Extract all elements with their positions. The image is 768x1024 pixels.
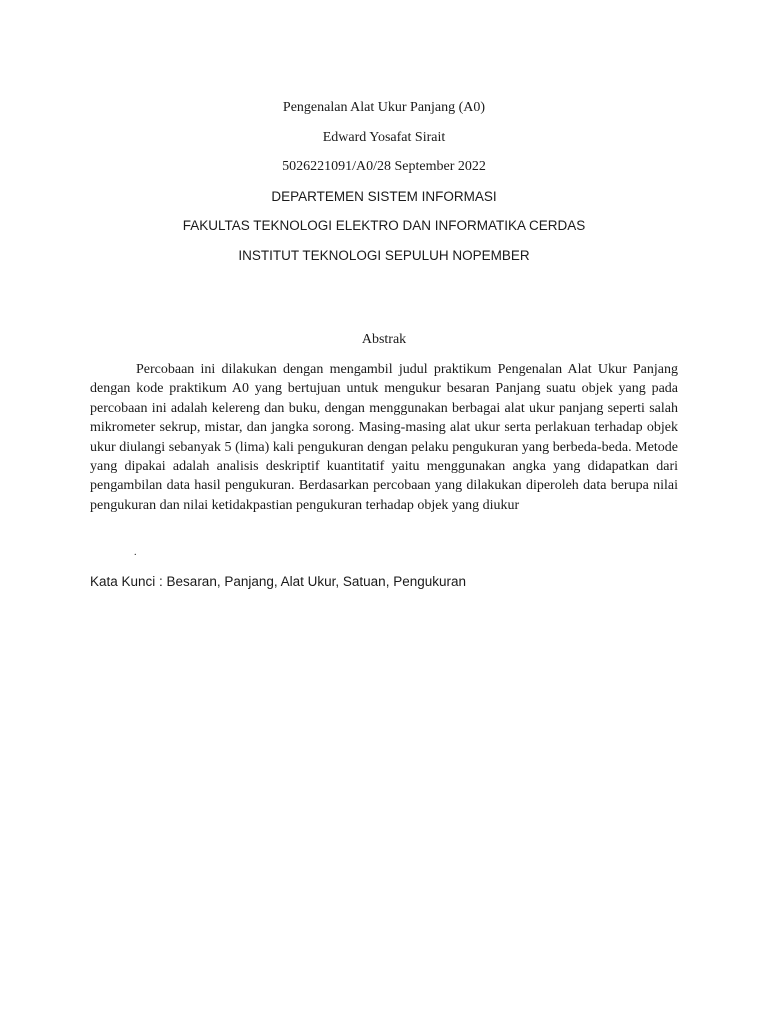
keywords-line: Kata Kunci : Besaran, Panjang, Alat Ukur, Satuan, Pengukuran	[90, 574, 466, 589]
stray-period: .	[134, 547, 137, 558]
title-block	[0, 93, 768, 270]
department-name: DEPARTEMEN SISTEM INFORMASI	[271, 188, 497, 204]
document-title: Pengenalan Alat Ukur Panjang (A0)	[282, 100, 486, 115]
faculty-name: FAKULTAS TEKNOLOGI ELEKTRO DAN INFORMATIKA CERDAS	[182, 218, 586, 233]
abstract-body: Percobaan ini dilakukan dengan mengambil judul praktikum Pengenalan Alat Ukur Panjang dengan kode praktikum A0 yang bertujuan untuk mengukur besaran Panjang suatu objek yang pada percobaan ini adalah kelereng dan buku, dengan menggunakan berbagai alat ukur panjang seperti salah mikrometer sekrup, mistar, dan jangka sorong. Masing-masing alat ukur serta perlakuan terhadap objek ukur diulangi sebanyak 5 (lima) kali pengukuran dengan pelaku pengukuran yang berbeda-beda. Metode yang dipakai adalah analisis deskriptif kuantitatif yaitu menggunakan angka yang didapatkan dari pengambilan data hasil pengukuran. Berdasarkan percobaan yang dilakukan diperoleh data berupa nilai pengukuran dan nilai ketidakpastian pengukuran terhadap objek yang diukur	[90, 362, 678, 513]
abstract-heading: Abstrak	[361, 332, 407, 347]
student-id-date: 5026221091/A0/28 September 2022	[282, 159, 486, 174]
author-name: Edward Yosafat Sirait	[322, 129, 446, 145]
institute-name: INSTITUT TEKNOLOGI SEPULUH NOPEMBER	[238, 247, 530, 263]
